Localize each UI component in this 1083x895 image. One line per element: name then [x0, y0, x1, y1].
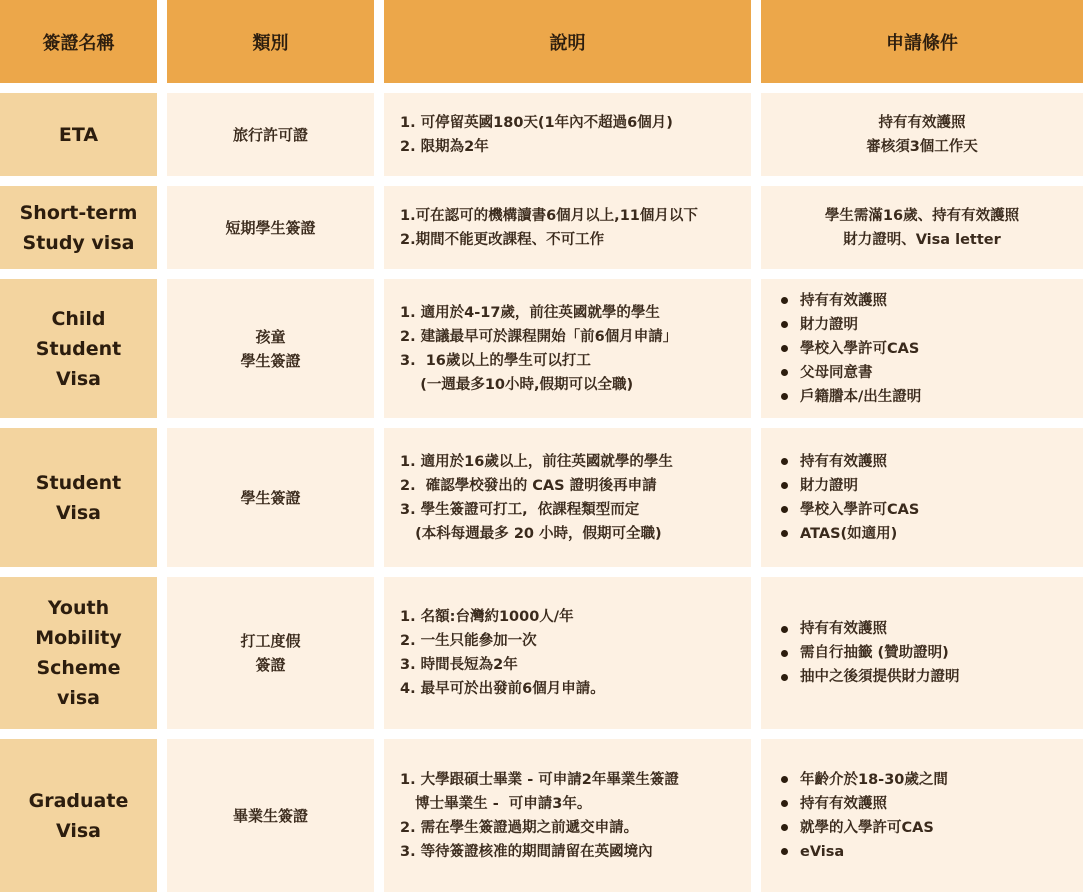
- bullet-dot-icon: [781, 650, 788, 657]
- bullet-dot-icon: [781, 458, 788, 465]
- requirement-text: ATAS(如適用): [800, 525, 898, 542]
- bullet-dot-icon: [781, 393, 788, 400]
- visa-name-line: Visa: [55, 819, 101, 842]
- requirement-list: [781, 450, 919, 546]
- description-cell: [384, 577, 751, 729]
- visa-name-line: Mobility: [35, 627, 122, 649]
- requirements-cell: [761, 93, 1083, 176]
- requirement-item: [781, 361, 921, 385]
- bullet-dot-icon: [781, 482, 788, 489]
- requirement-text: 持有有效護照: [800, 453, 887, 470]
- requirements-cell: [761, 577, 1083, 729]
- visa-name-cell: [0, 186, 157, 269]
- requirement-item: [781, 617, 960, 641]
- description-line: (一週最多10小時,假期可以全職): [400, 376, 634, 393]
- visa-name-line: Short-term: [19, 201, 138, 224]
- visa-name-cell: [0, 739, 157, 892]
- bullet-dot-icon: [781, 776, 788, 783]
- description-line: 2. 確認學校發出的 CAS 證明後再申請: [400, 477, 657, 494]
- visa-name-cell: [0, 279, 157, 418]
- requirement-text: 財力證明: [800, 316, 858, 333]
- visa-name-line: visa: [56, 687, 100, 709]
- requirement-text: 學校入學許可CAS: [800, 501, 920, 518]
- description-line: 1. 適用於4-17歲，前往英國就學的學生: [400, 304, 660, 321]
- bullet-dot-icon: [781, 321, 788, 328]
- visa-name-line: Visa: [55, 501, 101, 524]
- category-line: 孩童: [255, 327, 286, 346]
- requirement-line: 持有有效護照: [878, 114, 966, 131]
- header-requirements: 申請條件: [761, 0, 1083, 83]
- description-line: 1. 名額:台灣約1000人/年: [400, 609, 574, 625]
- description-line: (本科每週最多 20 小時，假期可全職): [400, 525, 662, 542]
- requirement-list: [781, 768, 948, 864]
- requirement-item: [781, 498, 919, 522]
- requirement-line: 學生需滿16歲、持有有效護照: [824, 207, 1020, 224]
- requirement-item: [781, 816, 948, 840]
- requirement-text: 就學的入學許可CAS: [800, 819, 934, 836]
- description-line: 4. 最早可於出發前6個月申請。: [400, 681, 605, 697]
- category-cell: [167, 739, 374, 892]
- visa-name-line: Student: [35, 471, 122, 494]
- requirement-text: 學校入學許可CAS: [800, 340, 920, 357]
- bullet-dot-icon: [781, 800, 788, 807]
- description-line: 2.期間不能更改課程、不可工作: [400, 231, 605, 248]
- requirement-line: 財力證明、Visa letter: [843, 231, 1001, 248]
- description-line: 1. 大學跟碩士畢業 - 可申請2年畢業生簽證: [400, 771, 679, 788]
- requirement-list: [781, 289, 921, 409]
- visa-name-line: Graduate: [28, 789, 129, 812]
- description-line: 1. 可停留英國180天(1年內不超過6個月): [400, 114, 673, 131]
- requirement-text: 父母同意書: [800, 364, 873, 381]
- requirement-item: [781, 522, 919, 546]
- visa-name-line: Visa: [55, 367, 101, 390]
- requirement-text: 持有有效護照: [800, 795, 887, 812]
- bullet-dot-icon: [781, 530, 788, 537]
- visa-name-line: ETA: [58, 123, 99, 146]
- requirement-text: 持有有效護照: [800, 621, 887, 637]
- visa-name-line: Scheme: [36, 657, 121, 679]
- requirement-item: [781, 768, 948, 792]
- description-line: 1.可在認可的機構讀書6個月以上,11個月以下: [400, 207, 698, 224]
- category-cell: [167, 186, 374, 269]
- requirement-item: [781, 337, 921, 361]
- category-line: 學生簽證: [240, 488, 301, 507]
- requirement-text: 持有有效護照: [800, 292, 887, 309]
- description-line: 2. 限期為2年: [400, 138, 489, 155]
- requirement-item: [781, 289, 921, 313]
- description-line: 1. 適用於16歲以上，前往英國就學的學生: [400, 453, 673, 470]
- description-cell: [384, 739, 751, 892]
- visa-name-line: Youth: [47, 597, 110, 619]
- description-line: 博士畢業生 - 可申請3年。: [400, 795, 592, 812]
- category-line: 旅行許可證: [232, 125, 308, 144]
- requirement-item: [781, 665, 960, 689]
- bullet-dot-icon: [781, 674, 788, 681]
- visa-name-cell: [0, 93, 157, 176]
- visa-name-line: Study visa: [22, 231, 135, 254]
- category-cell: [167, 428, 374, 567]
- requirement-list: [781, 617, 960, 689]
- requirements-cell: [761, 186, 1083, 269]
- visa-name-line: Student: [35, 337, 122, 360]
- requirement-item: [781, 385, 921, 409]
- bullet-dot-icon: [781, 506, 788, 513]
- visa-name-cell: [0, 428, 157, 567]
- bullet-dot-icon: [781, 369, 788, 376]
- requirement-text: 財力證明: [800, 477, 858, 494]
- bullet-dot-icon: [781, 345, 788, 352]
- bullet-dot-icon: [781, 297, 788, 304]
- requirement-text: eVisa: [800, 843, 845, 860]
- bullet-dot-icon: [781, 848, 788, 855]
- requirement-text: 抽中之後須提供財力證明: [800, 669, 960, 685]
- requirement-text: 需自行抽籤 (贊助證明): [800, 645, 949, 661]
- requirements-cell: [761, 279, 1083, 418]
- visa-name-cell: [0, 577, 157, 729]
- description-line: 2. 建議最早可於課程開始「前6個月申請」: [400, 328, 678, 345]
- requirement-item: [781, 474, 919, 498]
- category-line: 畢業生簽證: [232, 806, 308, 825]
- description-cell: [384, 428, 751, 567]
- requirement-line: 審核須3個工作天: [866, 138, 978, 155]
- category-cell: [167, 93, 374, 176]
- category-line: 簽證: [255, 656, 286, 674]
- category-cell: [167, 577, 374, 729]
- category-cell: [167, 279, 374, 418]
- requirement-text: 年齡介於18-30歲之間: [800, 771, 948, 788]
- header-category: 類別: [167, 0, 374, 83]
- visa-name-line: Child: [51, 307, 106, 330]
- header-visa-name: 簽證名稱: [0, 0, 157, 83]
- description-cell: [384, 186, 751, 269]
- requirement-item: [781, 792, 948, 816]
- description-line: 3. 學生簽證可打工, 依課程類型而定: [400, 501, 640, 518]
- requirement-item: [781, 450, 919, 474]
- requirement-item: [781, 641, 960, 665]
- category-line: 短期學生簽證: [225, 218, 316, 237]
- header-description: 說明: [384, 0, 751, 83]
- description-line: 2. 需在學生簽證過期之前遞交申請。: [400, 819, 639, 836]
- requirement-item: [781, 313, 921, 337]
- requirement-item: [781, 840, 948, 864]
- description-line: 2. 一生只能參加一次: [400, 633, 537, 649]
- description-cell: [384, 93, 751, 176]
- description-line: 3. 時間長短為2年: [400, 657, 518, 673]
- description-line: 3. 等待簽證核准的期間請留在英國境內: [400, 843, 653, 860]
- requirement-text: 戶籍謄本/出生證明: [800, 388, 922, 405]
- bullet-dot-icon: [781, 626, 788, 633]
- category-line: 學生簽證: [240, 351, 301, 370]
- bullet-dot-icon: [781, 824, 788, 831]
- description-cell: [384, 279, 751, 418]
- category-line: 打工度假: [240, 632, 301, 650]
- requirements-cell: [761, 739, 1083, 892]
- description-line: 3. 16歲以上的學生可以打工: [400, 352, 591, 369]
- requirements-cell: [761, 428, 1083, 567]
